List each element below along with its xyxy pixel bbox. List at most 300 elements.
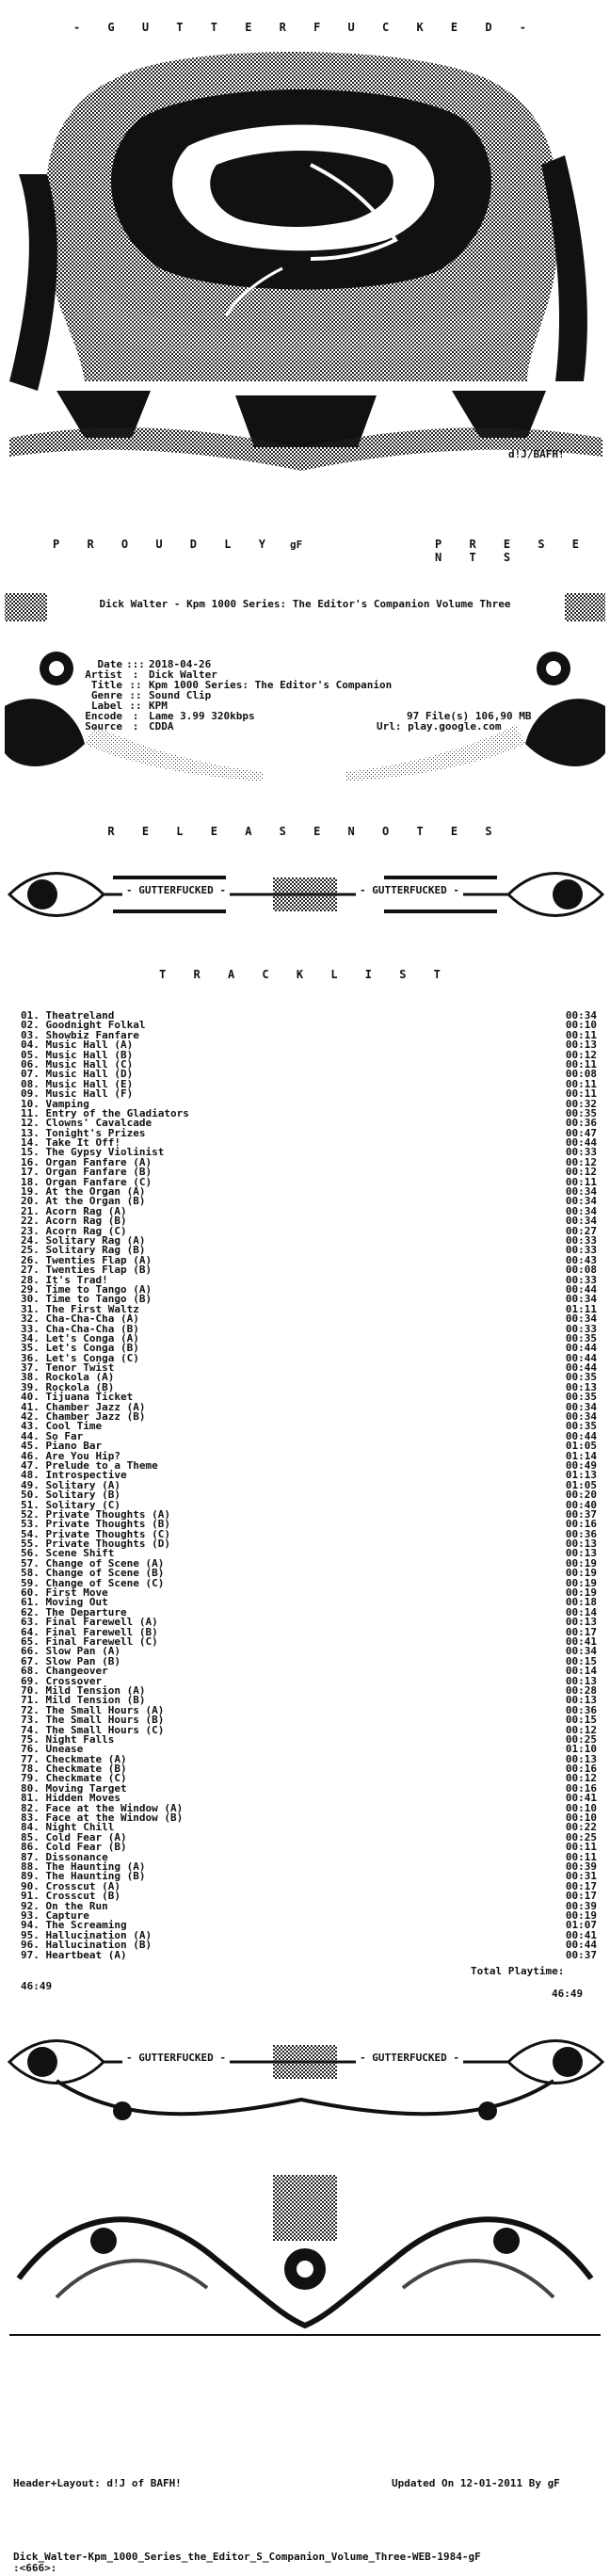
- track-name: Private Thoughts (B): [45, 1518, 170, 1531]
- track-name: Changeover: [45, 1665, 108, 1678]
- track-number: 50.: [21, 1489, 40, 1502]
- track-number: 42.: [21, 1410, 40, 1424]
- track-name: Music Hall (E): [45, 1077, 134, 1090]
- track-name: The Gypsy Violinist: [45, 1146, 165, 1159]
- track-name: Entry of the Gladiators: [45, 1106, 189, 1119]
- track-number: 54.: [21, 1527, 40, 1540]
- track-number: 92.: [21, 1899, 40, 1912]
- track-number: 55.: [21, 1538, 40, 1551]
- track-name: Twenties Flap (B): [45, 1264, 152, 1277]
- track-number: 37.: [21, 1361, 40, 1375]
- track-number: 84.: [21, 1821, 40, 1834]
- track-row: [21, 1412, 597, 1422]
- track-duration: 01:05: [565, 1440, 597, 1453]
- track-duration: 00:44: [565, 1136, 597, 1150]
- track-name: Music Hall (D): [45, 1068, 134, 1081]
- track-number: 33.: [21, 1322, 40, 1335]
- track-number: 88.: [21, 1860, 40, 1873]
- track-name: Face at the Window (A): [45, 1801, 184, 1814]
- track-number: 41.: [21, 1400, 40, 1413]
- track-number: 22.: [21, 1215, 40, 1228]
- track-duration: 00:34: [565, 1185, 597, 1199]
- track-name: Solitary (C): [45, 1498, 120, 1511]
- track-duration: 00:31: [565, 1870, 597, 1883]
- track-number: 28.: [21, 1273, 40, 1286]
- track-number: 36.: [21, 1351, 40, 1364]
- track-duration: 00:37: [565, 1507, 597, 1521]
- footer-layout-credit: Header+Layout: d!J of BAFH!: [13, 2477, 182, 2489]
- track-duration: 00:11: [565, 1841, 597, 1854]
- presents-text: P R E S E N T S: [435, 538, 590, 564]
- track-name: Checkmate (B): [45, 1763, 127, 1776]
- track-number: 07.: [21, 1068, 40, 1081]
- track-number: 83.: [21, 1811, 40, 1825]
- track-name: First Move: [45, 1586, 108, 1600]
- track-duration: 00:36: [565, 1527, 597, 1540]
- track-duration: 00:39: [565, 1899, 597, 1912]
- track-name: Final Farewell (C): [45, 1635, 158, 1648]
- track-duration: 00:33: [565, 1244, 597, 1257]
- track-duration: 00:17: [565, 1890, 597, 1903]
- track-duration: 00:17: [565, 1625, 597, 1638]
- track-duration: 00:14: [565, 1665, 597, 1678]
- track-name: Crossover: [45, 1674, 103, 1687]
- track-duration: 00:15: [565, 1654, 597, 1667]
- track-duration: 00:13: [565, 1752, 597, 1765]
- track-name: Private Thoughts (A): [45, 1507, 170, 1521]
- track-name: Twenties Flap (A): [45, 1253, 152, 1266]
- track-duration: 00:37: [565, 1948, 597, 1961]
- track-duration: 00:40: [565, 1498, 597, 1511]
- track-name: Solitary (B): [45, 1489, 120, 1502]
- track-duration: 00:12: [565, 1723, 597, 1736]
- track-number: 02.: [21, 1019, 40, 1032]
- tracklist-heading: T R A C K L I S T: [159, 968, 451, 981]
- track-name: Solitary Rag (A): [45, 1233, 146, 1247]
- track-name: Chamber Jazz (B): [45, 1410, 146, 1424]
- track-duration: 00:13: [565, 1674, 597, 1687]
- track-name: Checkmate (A): [45, 1752, 127, 1765]
- track-number: 85.: [21, 1830, 40, 1843]
- track-number: 90.: [21, 1879, 40, 1892]
- track-name: Cha-Cha-Cha (A): [45, 1312, 139, 1326]
- track-duration: 00:33: [565, 1273, 597, 1286]
- track-name: The Small Hours (C): [45, 1723, 165, 1736]
- release-notes-heading: R E L E A S E N O T E S: [107, 825, 503, 838]
- track-name: Final Farewell (A): [45, 1616, 158, 1629]
- track-row: [21, 1666, 597, 1676]
- track-number: 66.: [21, 1645, 40, 1658]
- track-duration: 01:07: [565, 1919, 597, 1932]
- info-encode: Encode : Lame 3.99 320kbps: [85, 710, 255, 722]
- track-number: 45.: [21, 1440, 40, 1453]
- track-number: 10.: [21, 1097, 40, 1110]
- gutterfucked-banner-1: [0, 857, 610, 932]
- track-duration: 00:36: [565, 1117, 597, 1130]
- track-name: Organ Fanfare (C): [45, 1175, 152, 1188]
- track-duration: 00:44: [565, 1342, 597, 1355]
- track-number: 19.: [21, 1185, 40, 1199]
- track-name: The Small Hours (B): [45, 1714, 165, 1727]
- track-row: [21, 1948, 597, 1961]
- track-duration: 00:34: [565, 1410, 597, 1424]
- track-number: 25.: [21, 1244, 40, 1257]
- track-name: Goodnight Folkal: [45, 1019, 146, 1032]
- track-number: 04.: [21, 1038, 40, 1052]
- track-name: Time to Tango (B): [45, 1293, 152, 1306]
- track-duration: 00:19: [565, 1567, 597, 1580]
- track-duration: 00:08: [565, 1264, 597, 1277]
- track-number: 52.: [21, 1507, 40, 1521]
- track-name: Slow Pan (B): [45, 1654, 120, 1667]
- track-name: Showbiz Fanfare: [45, 1028, 139, 1041]
- footer-ornament-art: [0, 2165, 610, 2354]
- track-duration: 00:34: [565, 1400, 597, 1413]
- track-number: 77.: [21, 1752, 40, 1765]
- track-name: The Small Hours (A): [45, 1703, 165, 1716]
- track-name: Scene Shift: [45, 1547, 115, 1560]
- track-duration: 00:34: [565, 1293, 597, 1306]
- track-duration: 00:12: [565, 1166, 597, 1179]
- track-duration: 00:44: [565, 1282, 597, 1296]
- track-duration: 00:08: [565, 1068, 597, 1081]
- file-count: 97 File(s) 106,90 MB: [407, 710, 532, 722]
- track-name: Acorn Rag (C): [45, 1224, 127, 1237]
- track-name: Tenor Twist: [45, 1361, 115, 1375]
- track-number: 93.: [21, 1908, 40, 1922]
- track-name: Prelude to a Theme: [45, 1458, 158, 1472]
- track-number: 12.: [21, 1117, 40, 1130]
- track-name: Time to Tango (A): [45, 1282, 152, 1296]
- track-number: 91.: [21, 1890, 40, 1903]
- track-number: 89.: [21, 1870, 40, 1883]
- track-number: 86.: [21, 1841, 40, 1854]
- track-duration: 00:13: [565, 1380, 597, 1393]
- track-duration: 00:10: [565, 1811, 597, 1825]
- track-number: 43.: [21, 1420, 40, 1433]
- track-number: 38.: [21, 1371, 40, 1384]
- track-name: The Departure: [45, 1605, 127, 1618]
- track-name: Introspective: [45, 1469, 127, 1482]
- track-duration: 00:35: [565, 1391, 597, 1404]
- track-name: Final Farewell (B): [45, 1625, 158, 1638]
- track-number: 34.: [21, 1331, 40, 1344]
- track-name: Private Thoughts (C): [45, 1527, 170, 1540]
- track-name: Heartbeat (A): [45, 1948, 127, 1961]
- track-number: 65.: [21, 1635, 40, 1648]
- track-duration: 00:12: [565, 1772, 597, 1785]
- track-number: 14.: [21, 1136, 40, 1150]
- art-credit: d!J/BAFH!: [508, 448, 565, 460]
- track-duration: 00:36: [565, 1703, 597, 1716]
- track-name: Acorn Rag (A): [45, 1204, 127, 1217]
- track-duration: 00:11: [565, 1077, 597, 1090]
- track-number: 29.: [21, 1282, 40, 1296]
- track-number: 78.: [21, 1763, 40, 1776]
- track-name: Checkmate (C): [45, 1772, 127, 1785]
- info-title: Title :: Kpm 1000 Series: The Editor's Companion: [90, 679, 393, 691]
- track-number: 70.: [21, 1683, 40, 1697]
- total-playtime-right: 46:49: [552, 1988, 584, 2000]
- track-number: 53.: [21, 1518, 40, 1531]
- track-duration: 00:12: [565, 1048, 597, 1061]
- banner2-label-left: - GUTTERFUCKED -: [122, 2052, 230, 2064]
- track-duration: 00:13: [565, 1538, 597, 1551]
- release-url: Url: play.google.com: [377, 720, 502, 733]
- track-name: Tijuana Ticket: [45, 1391, 134, 1404]
- track-name: Mild Tension (A): [45, 1683, 146, 1697]
- track-name: It's Trad!: [45, 1273, 108, 1286]
- track-number: 75.: [21, 1732, 40, 1746]
- track-duration: 00:32: [565, 1097, 597, 1110]
- track-duration: 00:44: [565, 1361, 597, 1375]
- track-name: Crosscut (A): [45, 1879, 120, 1892]
- track-number: 27.: [21, 1264, 40, 1277]
- track-number: 16.: [21, 1155, 40, 1168]
- track-number: 08.: [21, 1077, 40, 1090]
- track-name: Night Chill: [45, 1821, 115, 1834]
- track-number: 60.: [21, 1586, 40, 1600]
- track-number: 40.: [21, 1391, 40, 1404]
- track-number: 31.: [21, 1302, 40, 1315]
- track-title: [21, 1948, 127, 1961]
- track-duration: 00:34: [565, 1195, 597, 1208]
- track-duration: 00:41: [565, 1635, 597, 1648]
- track-row: [21, 1089, 597, 1099]
- track-name: The Haunting (B): [45, 1870, 146, 1883]
- track-duration: 00:11: [565, 1028, 597, 1041]
- group-title: - G U T T E R F U C K E D -: [72, 21, 538, 34]
- track-name: Acorn Rag (B): [45, 1215, 127, 1228]
- track-number: 59.: [21, 1576, 40, 1589]
- track-number: 46.: [21, 1449, 40, 1462]
- track-name: Let's Conga (C): [45, 1351, 139, 1364]
- track-duration: 00:13: [565, 1616, 597, 1629]
- info-genre: Genre :: Sound Clip: [90, 689, 212, 701]
- track-number: 68.: [21, 1665, 40, 1678]
- tracklist: [21, 1011, 597, 1960]
- track-duration: 00:33: [565, 1233, 597, 1247]
- track-number: 67.: [21, 1654, 40, 1667]
- track-name: So Far: [45, 1429, 84, 1442]
- track-duration: 00:35: [565, 1106, 597, 1119]
- track-number: 05.: [21, 1048, 40, 1061]
- track-name: Crosscut (B): [45, 1890, 120, 1903]
- track-number: 15.: [21, 1146, 40, 1159]
- track-name: Solitary (A): [45, 1478, 120, 1491]
- banner2-label-right: - GUTTERFUCKED -: [356, 2052, 463, 2064]
- track-number: 57.: [21, 1556, 40, 1570]
- track-duration: 01:05: [565, 1478, 597, 1491]
- track-name: Solitary Rag (B): [45, 1244, 146, 1257]
- track-duration: 00:17: [565, 1879, 597, 1892]
- track-duration: 00:39: [565, 1860, 597, 1873]
- track-number: 82.: [21, 1801, 40, 1814]
- track-number: 39.: [21, 1380, 40, 1393]
- track-name: Organ Fanfare (B): [45, 1166, 152, 1179]
- track-name: Moving Out: [45, 1596, 108, 1609]
- footer-updated: Updated On 12-01-2011 By gF: [392, 2477, 560, 2489]
- track-number: 49.: [21, 1478, 40, 1491]
- track-name: Moving Target: [45, 1781, 127, 1795]
- track-duration: 00:20: [565, 1489, 597, 1502]
- track-row: [21, 1899, 597, 1912]
- track-duration: 00:22: [565, 1821, 597, 1834]
- track-duration: 00:11: [565, 1057, 597, 1071]
- track-number: 62.: [21, 1605, 40, 1618]
- track-name: Hidden Moves: [45, 1792, 120, 1805]
- info-label: Label :: KPM: [90, 700, 168, 712]
- track-duration: 00:13: [565, 1547, 597, 1560]
- track-name: Change of Scene (B): [45, 1567, 165, 1580]
- track-name: Chamber Jazz (A): [45, 1400, 146, 1413]
- track-name: Let's Conga (B): [45, 1342, 139, 1355]
- release-filename: Dick_Walter-Kpm_1000_Series_the_Editor_S_Companion_Volume_Three-WEB-1984-gF: [13, 2551, 481, 2563]
- proudly-text: P R O U D L Y: [53, 538, 276, 551]
- track-name: Theatreland: [45, 1009, 115, 1022]
- track-number: 58.: [21, 1567, 40, 1580]
- track-duration: 00:34: [565, 1215, 597, 1228]
- track-row: [21, 1422, 597, 1431]
- track-row: [21, 1429, 597, 1442]
- track-name: Cool Time: [45, 1420, 103, 1433]
- track-name: Dissonance: [45, 1850, 108, 1863]
- track-duration: 00:11: [565, 1175, 597, 1188]
- track-number: 47.: [21, 1458, 40, 1472]
- gutterfucked-banner-2: [0, 2024, 610, 2128]
- track-number: 32.: [21, 1312, 40, 1326]
- track-number: 61.: [21, 1596, 40, 1609]
- track-duration: 00:16: [565, 1763, 597, 1776]
- track-name: Unease: [45, 1743, 84, 1756]
- track-duration: 00:16: [565, 1781, 597, 1795]
- track-number: 73.: [21, 1714, 40, 1727]
- track-duration: 00:10: [565, 1019, 597, 1032]
- track-number: 74.: [21, 1723, 40, 1736]
- track-number: 06.: [21, 1057, 40, 1071]
- track-number: 94.: [21, 1919, 40, 1932]
- track-duration: 00:41: [565, 1928, 597, 1941]
- track-name: On the Run: [45, 1899, 108, 1912]
- track-number: 17.: [21, 1166, 40, 1179]
- track-duration: 00:25: [565, 1830, 597, 1843]
- header-ascii-art: [0, 42, 610, 475]
- track-duration: 01:11: [565, 1302, 597, 1315]
- track-name: Capture: [45, 1908, 89, 1922]
- track-duration: 00:12: [565, 1155, 597, 1168]
- track-name: Are You Hip?: [45, 1449, 120, 1462]
- track-duration: 00:47: [565, 1126, 597, 1139]
- track-name: Music Hall (C): [45, 1057, 134, 1071]
- track-number: 96.: [21, 1939, 40, 1952]
- total-playtime-label: Total Playtime:: [471, 1965, 565, 1977]
- track-duration: 00:34: [565, 1204, 597, 1217]
- track-duration: 00:35: [565, 1420, 597, 1433]
- track-duration: 00:33: [565, 1322, 597, 1335]
- track-duration: 00:19: [565, 1586, 597, 1600]
- track-number: 80.: [21, 1781, 40, 1795]
- track-name: Let's Conga (A): [45, 1331, 139, 1344]
- track-number: 64.: [21, 1625, 40, 1638]
- info-source: Source : CDDA: [85, 720, 174, 733]
- track-duration: 01:10: [565, 1743, 597, 1756]
- track-number: 24.: [21, 1233, 40, 1247]
- track-name: Cold Fear (A): [45, 1830, 127, 1843]
- track-duration: 00:10: [565, 1801, 597, 1814]
- track-name: At the Organ (B): [45, 1195, 146, 1208]
- track-number: 23.: [21, 1224, 40, 1237]
- track-name: The Haunting (A): [45, 1860, 146, 1873]
- track-duration: 00:49: [565, 1458, 597, 1472]
- track-number: 26.: [21, 1253, 40, 1266]
- banner-label-left: - GUTTERFUCKED -: [122, 884, 230, 896]
- track-duration: 00:28: [565, 1683, 597, 1697]
- track-duration: 00:13: [565, 1038, 597, 1052]
- track-number: 11.: [21, 1106, 40, 1119]
- track-duration: 01:14: [565, 1449, 597, 1462]
- track-name: Rockola (A): [45, 1371, 115, 1384]
- release-name: Dick Walter - Kpm 1000 Series: The Editor's Companion Volume Three: [99, 598, 511, 610]
- info-date: Date ::: 2018-04-26: [97, 658, 212, 670]
- track-duration: 00:18: [565, 1596, 597, 1609]
- release-count: :<666>:: [13, 2562, 57, 2574]
- track-duration: 00:43: [565, 1253, 597, 1266]
- track-duration: 00:13: [565, 1694, 597, 1707]
- track-duration: 00:19: [565, 1576, 597, 1589]
- track-name: Tonight's Prizes: [45, 1126, 146, 1139]
- track-duration: 00:34: [565, 1009, 597, 1022]
- track-name: Slow Pan (A): [45, 1645, 120, 1658]
- track-duration: 00:34: [565, 1645, 597, 1658]
- track-number: 79.: [21, 1772, 40, 1785]
- track-name: Change of Scene (C): [45, 1576, 165, 1589]
- track-number: 81.: [21, 1792, 40, 1805]
- track-number: 56.: [21, 1547, 40, 1560]
- track-number: 87.: [21, 1850, 40, 1863]
- track-name: Private Thoughts (D): [45, 1538, 170, 1551]
- track-name: The Screaming: [45, 1919, 127, 1932]
- track-duration: 00:19: [565, 1556, 597, 1570]
- track-number: 30.: [21, 1293, 40, 1306]
- track-name: Organ Fanfare (A): [45, 1155, 152, 1168]
- track-duration: 00:19: [565, 1908, 597, 1922]
- track-duration: 00:34: [565, 1312, 597, 1326]
- track-name: Mild Tension (B): [45, 1694, 146, 1707]
- track-name: Cold Fear (B): [45, 1841, 127, 1854]
- track-name: Vamping: [45, 1097, 89, 1110]
- track-name: Music Hall (B): [45, 1048, 134, 1061]
- track-number: 20.: [21, 1195, 40, 1208]
- track-number: 21.: [21, 1204, 40, 1217]
- banner-label-right: - GUTTERFUCKED -: [356, 884, 463, 896]
- track-duration: 00:33: [565, 1146, 597, 1159]
- track-duration: 01:13: [565, 1469, 597, 1482]
- track-duration: 00:44: [565, 1429, 597, 1442]
- track-number: 71.: [21, 1694, 40, 1707]
- track-row: [21, 1732, 597, 1746]
- track-duration: 00:41: [565, 1792, 597, 1805]
- track-duration: 00:16: [565, 1518, 597, 1531]
- release-info: [56, 659, 392, 732]
- track-name: Music Hall (A): [45, 1038, 134, 1052]
- track-name: Clowns' Cavalcade: [45, 1117, 152, 1130]
- track-duration: 00:27: [565, 1224, 597, 1237]
- info-artist: Artist : Dick Walter: [85, 668, 217, 681]
- track-number: 01.: [21, 1009, 40, 1022]
- track-name: Cha-Cha-Cha (B): [45, 1322, 139, 1335]
- track-duration: 00:11: [565, 1087, 597, 1101]
- track-name: The First Waltz: [45, 1302, 139, 1315]
